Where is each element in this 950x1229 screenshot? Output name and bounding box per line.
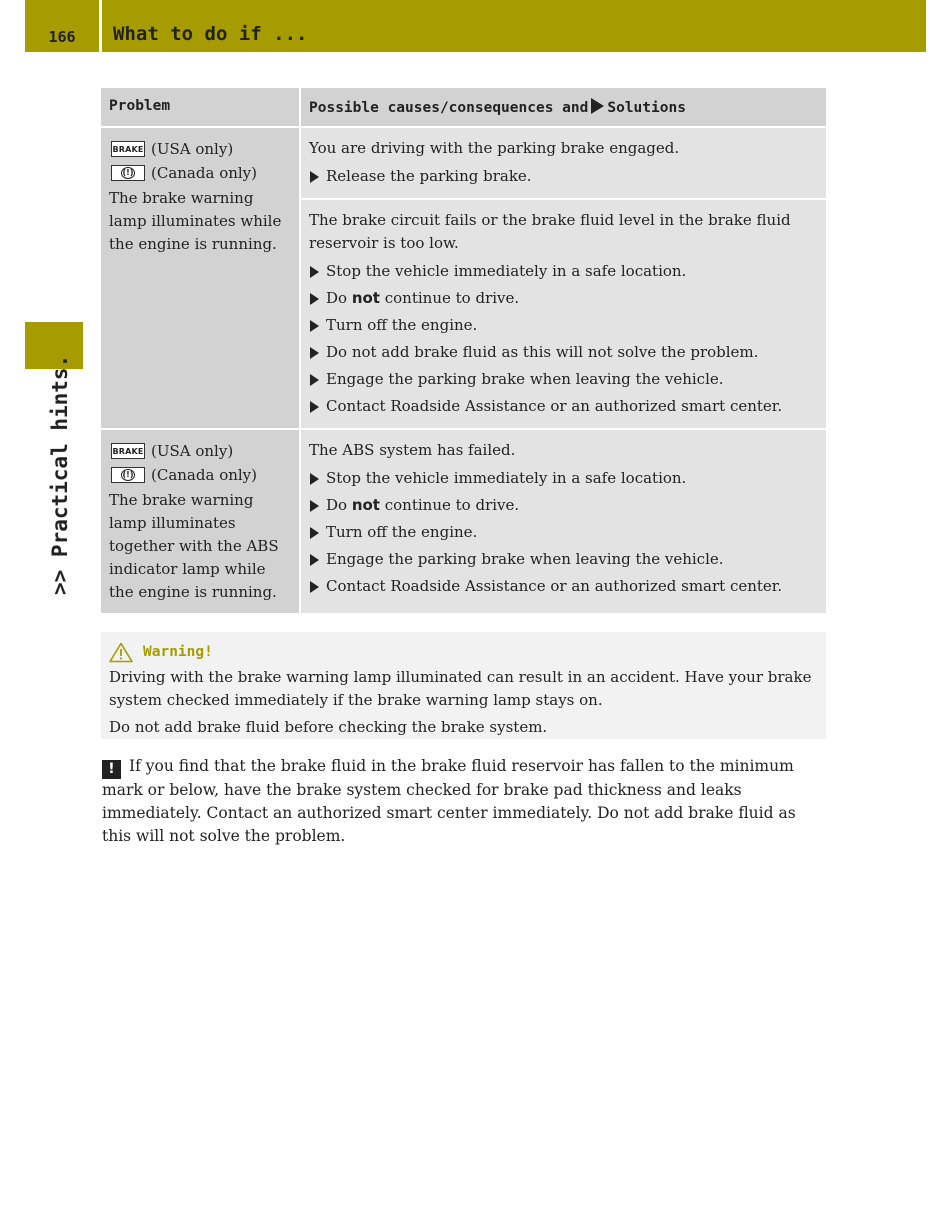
cause-cell bbox=[300, 127, 826, 199]
cause-text: You are driving with the parking brake engaged. bbox=[309, 139, 680, 157]
solution-step: Stop the vehicle immediately in a safe location. bbox=[309, 260, 818, 283]
problem-description: The brake warning lamp illuminates while the engine is running. bbox=[109, 189, 282, 253]
note-text: If you find that the brake fluid in the brake fluid reservoir has fallen to the minimum mark or below, have the brake system checked for brake pad thickness and leaks immediately. Contact an authorized smart center immediately. Do not add brake fluid as this will not solve the problem. bbox=[102, 757, 796, 845]
lamp-region-label: (USA only) bbox=[151, 139, 234, 158]
chapter-title: What to do if ... bbox=[113, 23, 308, 45]
page-number: 166 bbox=[48, 28, 76, 46]
section-label: >> Practical hints. bbox=[48, 354, 72, 595]
lamp-region-label: (Canada only) bbox=[151, 163, 258, 182]
emphasis-text: not bbox=[351, 496, 380, 514]
problem-cell bbox=[101, 429, 300, 614]
warning-triangle-icon bbox=[109, 642, 133, 663]
solution-step: Do not add brake fluid as this will not solve the problem. bbox=[309, 341, 818, 364]
lamp-canada bbox=[109, 463, 291, 487]
table-header-row bbox=[101, 88, 826, 127]
note-block bbox=[102, 755, 828, 848]
solution-step: Engage the parking brake when leaving the vehicle. bbox=[309, 368, 818, 391]
solution-step: Turn off the engine. bbox=[309, 314, 818, 337]
table-row bbox=[101, 127, 826, 199]
warning-paragraph: Driving with the brake warning lamp illuminated can result in an accident. Have your brake system checked immediately if the brake warning lamp stays on. bbox=[109, 668, 812, 709]
emphasis-text: not bbox=[351, 289, 380, 307]
column-header-problem: Problem bbox=[101, 88, 300, 127]
solution-list bbox=[309, 165, 818, 188]
solution-step: Contact Roadside Assistance or an authorized smart center. bbox=[309, 395, 818, 418]
warning-title: Warning! bbox=[143, 644, 213, 660]
troubleshooting-table bbox=[101, 88, 826, 615]
exclamation-note-icon: ! bbox=[102, 760, 121, 779]
solution-list bbox=[309, 467, 818, 598]
brake-warning-circle-icon: (!) bbox=[111, 467, 145, 483]
warning-header bbox=[109, 638, 818, 666]
solution-step: Engage the parking brake when leaving the vehicle. bbox=[309, 548, 818, 571]
lamp-usa bbox=[109, 137, 291, 161]
solution-list bbox=[309, 260, 818, 418]
lamp-region-label: (USA only) bbox=[151, 441, 234, 460]
cause-cell bbox=[300, 199, 826, 429]
solution-step: Do not continue to drive. bbox=[309, 494, 818, 517]
solution-step: Stop the vehicle immediately in a safe location. bbox=[309, 467, 818, 490]
column-header-causes-suffix: Solutions bbox=[607, 100, 686, 116]
brake-lamp-icon: BRAKE bbox=[111, 443, 145, 459]
header-divider bbox=[99, 0, 102, 52]
lamp-usa bbox=[109, 439, 291, 463]
brake-lamp-icon: BRAKE bbox=[111, 141, 145, 157]
column-header-causes-prefix: Possible causes/consequences and bbox=[309, 100, 589, 116]
lamp-canada bbox=[109, 161, 291, 185]
solution-arrow-icon bbox=[591, 98, 604, 114]
column-header-causes bbox=[300, 88, 826, 127]
solution-step: Do not continue to drive. bbox=[309, 287, 818, 310]
cause-text: The brake circuit fails or the brake fluid level in the brake fluid reservoir is too low. bbox=[309, 211, 791, 252]
warning-box bbox=[101, 632, 826, 739]
solution-step: Contact Roadside Assistance or an authorized smart center. bbox=[309, 575, 818, 598]
solution-step: Turn off the engine. bbox=[309, 521, 818, 544]
table-row bbox=[101, 429, 826, 614]
problem-description: The brake warning lamp illuminates together with the ABS indicator lamp while the engine is running. bbox=[109, 491, 279, 601]
lamp-region-label: (Canada only) bbox=[151, 465, 258, 484]
solution-step: Release the parking brake. bbox=[309, 165, 818, 188]
cause-cell bbox=[300, 429, 826, 614]
brake-warning-circle-icon: (!) bbox=[111, 165, 145, 181]
cause-text: The ABS system has failed. bbox=[309, 441, 516, 459]
warning-paragraph: Do not add brake fluid before checking the brake system. bbox=[109, 718, 548, 736]
problem-cell bbox=[101, 127, 300, 429]
